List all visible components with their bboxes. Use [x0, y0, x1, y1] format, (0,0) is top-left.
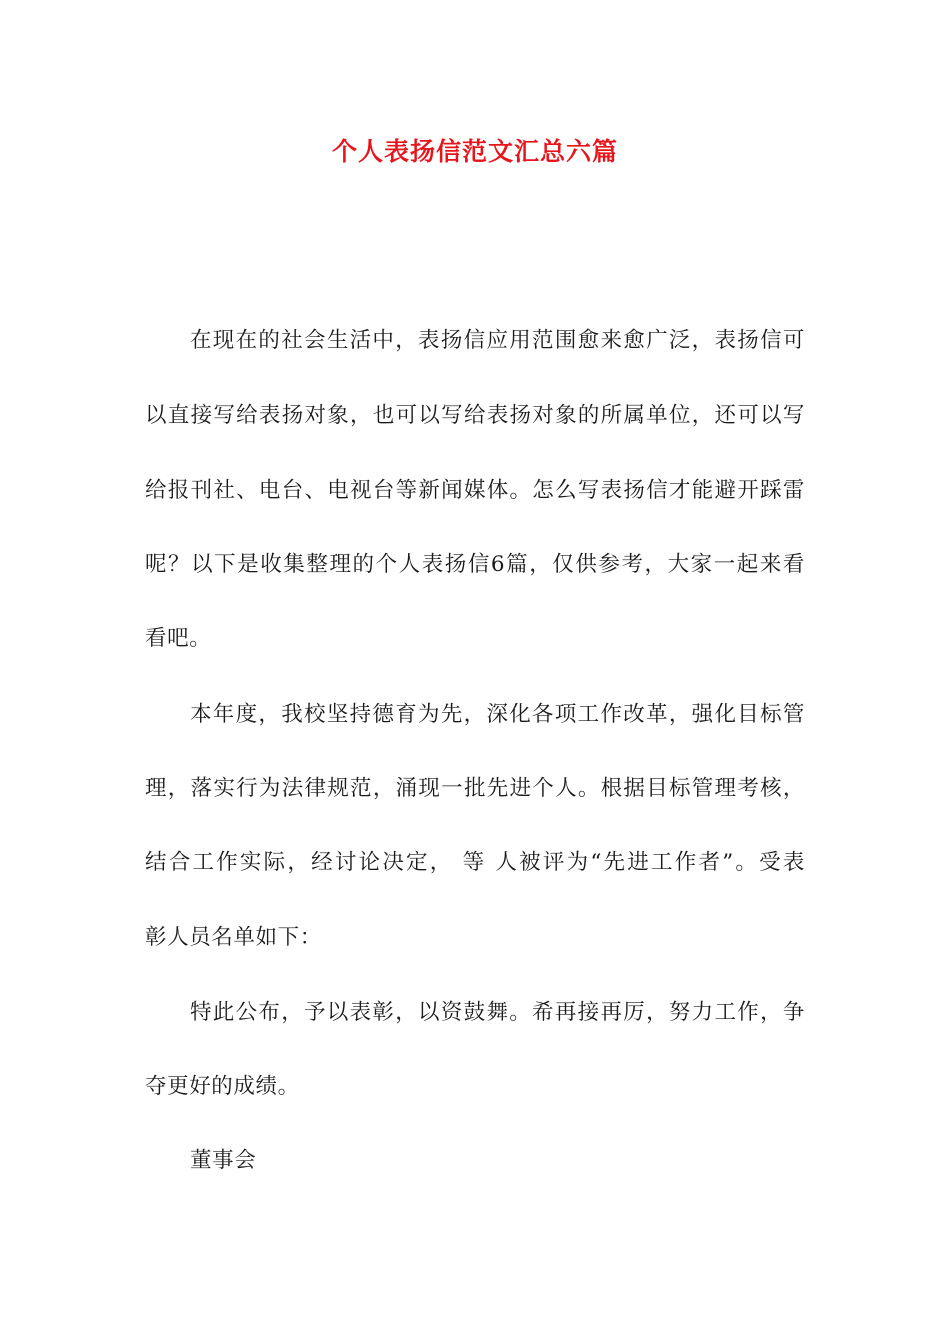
paragraph-line: 结合工作实际，经讨论决定， 等 人被评为“先进工作者”。受表 [145, 850, 805, 875]
paragraph-line: 以直接写给表扬对象，也可以写给表扬对象的所属单位，还可以写 [145, 403, 805, 428]
paragraph-line: 夺更好的成绩。 [145, 1074, 300, 1099]
paragraph-line: 呢？以下是收集整理的个人表扬信6篇，仅供参考，大家一起来看 [145, 552, 805, 577]
paragraph-line: 看吧。 [145, 626, 212, 651]
signature-text: 董事会 [190, 1148, 257, 1173]
paragraph-line: 给报刊社、电台、电视台等新闻媒体。怎么写表扬信才能避开踩雷 [145, 478, 805, 503]
paragraph-line: 本年度，我校坚持德育为先，深化各项工作改革，强化目标管 [190, 702, 805, 727]
page-title: 个人表扬信范文汇总六篇 [331, 137, 618, 166]
paragraph-line: 在现在的社会生活中，表扬信应用范围愈来愈广泛，表扬信可 [190, 328, 805, 353]
paragraph-line: 理，落实行为法律规范，涌现一批先进个人。根据目标管理考核， [145, 776, 805, 801]
paragraph-line: 特此公布，予以表彰，以资鼓舞。希再接再厉，努力工作，争 [190, 1000, 805, 1025]
paragraph-line: 彰人员名单如下： [145, 925, 322, 950]
